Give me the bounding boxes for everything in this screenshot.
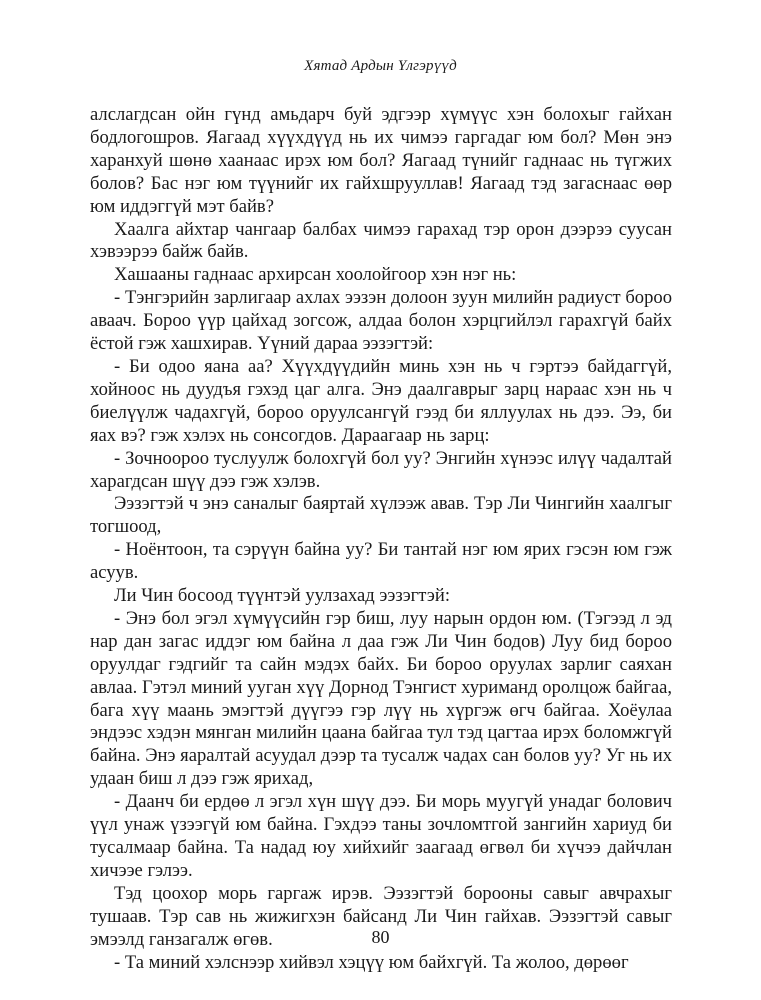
paragraph: Хаалга айхтар чангаар балбах чимээ гарахад тэр орон дээрээ суусан хэвээрээ байж байв.	[90, 218, 672, 263]
paragraph: Хашааны гаднаас архирсан хоолойгоор хэн нэг нь:	[114, 264, 517, 286]
paragraph: Тэд цоохор морь гаргаж ирэв. Ээзэгтэй борооны савыг авчрахыг тушаав. Тэр сав нь жижигхэн байсанд Ли Чин гайхав. Ээзэгтэй савыг эмээлд ганзагалж өгөв.	[90, 882, 672, 950]
paragraph: - Та миний хэлснээр хийвэл хэцүү юм байхгүй. Та жолоо, дөрөөг	[114, 951, 629, 973]
paragraph: - Даанч би ердөө л эгэл хүн шүү дээ. Би морь муугүй унадаг болович үүл унаж үзээгүй юм байна. Гэхдээ таны зочломтгой зангийн хариуд би тусалмаар байна. Та надад юу хийхийг заагаад өгвөл би хүчээ дайчлан хичээе гэлээ.	[90, 791, 672, 881]
paragraph: алслагдсан ойн гүнд амьдарч буй эдгээр хүмүүс хэн болохыг гайхан бодлогошров. Яагаад хүүхдүүд нь их чимээ гаргадаг юм бол? Мөн энэ харанхуй шөнө хаанаас ирэх юм бол? Яагаад түнийг гаднаас нь түгжих болов? Бас нэг юм түүнийг их гайхшрууллав! Яагаад тэд загаснаас өөр юм иддэггүй мэт байв?	[90, 104, 672, 217]
running-header: Хятад Ардын Үлгэрүүд	[304, 58, 457, 74]
paragraph: - Ноёнтоон, та сэрүүн байна уу? Би тантай нэг юм ярих гэсэн юм гэж асуув.	[90, 539, 672, 584]
paragraph: Ээзэгтэй ч энэ саналыг баяртай хүлээж авав. Тэр Ли Чингийн хаалгыг тогшоод,	[90, 493, 672, 538]
paragraph: - Энэ бол эгэл хүмүүсийн гэр биш, луу нарын ордон юм. (Тэгээд л эд нар дан загас иддэг юм байна л даа гэж Ли Чин бодов) Луу бид бороо оруулдаг гэдгийг та сайн мэдэх байх. Би бороо оруулах зарлиг саяхан авлаа. Гэтэл миний ууган хүү Дорнод Тэнгист хуриманд оролцож байгаа, бага хүү маань эмэгтэй дүүгээ гэр лүү нь хүргэж өгч байгаа. Хоёулаа эндээс хэдэн мянган милийн цаана байгаа тул тэд цагтаа ирэх боломжгүй байна. Энэ яаралтай асуудал дээр та тусалж чадах сан болов уу? Уг нь их удаан биш л дээ гэж ярихад,	[90, 607, 672, 790]
paragraph: - Зочноороо туслуулж болохгүй бол уу? Энгийн хүнээс илүү чадалтай харагдсан шүү дээ гэж хэлэв.	[90, 447, 672, 492]
paragraph: Ли Чин босоод түүнтэй уулзахад ээзэгтэй:	[114, 585, 450, 607]
page-number: 80	[371, 927, 390, 947]
body-text	[90, 104, 672, 974]
paragraph: - Би одоо яана аа? Хүүхдүүдийн минь хэн нь ч гэртээ байдаггүй, хойноос нь дуудъя гэхэд цаг алга. Энэ даалгаврыг зарц нараас хэн нь ч биелүүлж чадахгүй, бороо оруулсангүй гээд би яллуулах нь дээ. Ээ, би яах вэ? гэж хэлэх нь сонсогдов. Дараагаар нь зарц:	[90, 355, 672, 446]
paragraph: - Тэнгэрийн зарлигаар ахлах ээзэн долоон зуун милийн радиуст бороо аваач. Бороо үүр цайхад зогсож, алдаа болон хэрцгийлэл гарахгүй байх ёстой гэж хашхирав. Үүний дараа ээзэгтэй:	[90, 287, 672, 355]
